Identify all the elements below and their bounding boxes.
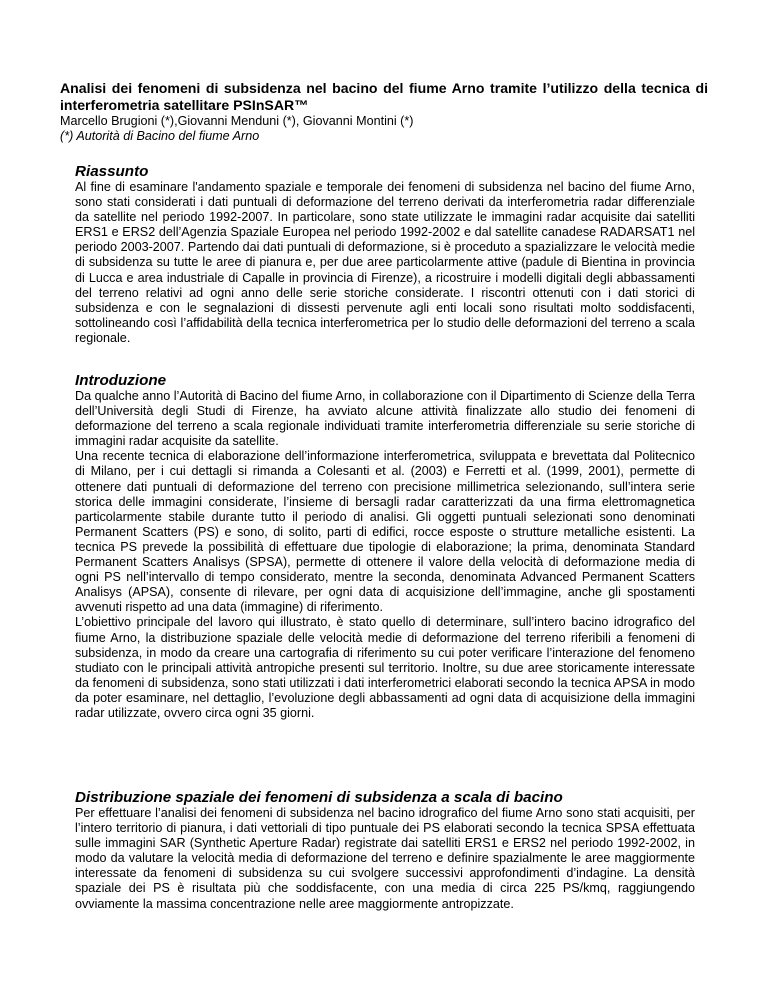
section-riassunto <box>75 163 695 346</box>
paragraph: Al fine di esaminare l'andamento spaziale e temporale dei fenomeni di subsidenza nel bacino del fiume Arno, sono stati considerati i dati puntuali di deformazione del terreno derivati da interferometria radar differenziale da satellite nel periodo 1992-2007. In particolare, sono state utilizzate le immagini radar acquisite dai satelliti ERS1 e ERS2 dell’Agenzia Spaziale Europea nel periodo 1992-2002 e dal satellite canadese RADARSAT1 nel periodo 2003-2007. Partendo dai dati puntuali di deformazione, si è proceduto a spazializzare le velocità medie di subsidenza su tutte le aree di pianura e, per due aree particolarmente attive (padule di Bientina in provincia di Lucca e area industriale di Capalle in provincia di Firenze), a ricostruire i modelli digitali degli abbassamenti del terreno relativi ad ogni anno delle serie storiche considerate. I riscontri ottenuti con i dati storici di subsidenza e con le segnalazioni di dissesti pervenute agli enti locali sono risultati molto soddisfacenti, sottolineando così l’affidabilità della tecnica interferometrica per lo studio delle deformazioni del terreno a scala regionale. <box>75 180 695 345</box>
paragraph: Per effettuare l’analisi dei fenomeni di subsidenza nel bacino idrografico del fiume Arno sono stati acquisiti, per l’intero territorio di pianura, i dati vettoriali di tipo puntuale dei PS elaborati secondo la tecnica SPSA effettuata sulle immagini SAR (Synthetic Aperture Radar) registrate dai satelliti ERS1 e ERS2 nel periodo 1992-2002, in modo da valutare la velocità media di deformazione del terreno e definire spazialmente le aree maggiormente interessate da fenomeni di subsidenza su cui svolgere successivi approfondimenti d’indagine. La densità spaziale dei PS è risultata più che soddisfacente, con una media di circa 225 PS/kmq, raggiungendo ovviamente la massima concentrazione nelle aree maggiormente antropizzate. <box>75 806 695 911</box>
paragraph: Da qualche anno l’Autorità di Bacino del fiume Arno, in collaborazione con il Dipartimento di Scienze della Terra dell’Università degli Studi di Firenze, ha avviato alcune attività finalizzate allo studio dei fenomeni di deformazione del terreno a scala regionale individuati tramite interferometria differenziale su serie storiche di immagini radar acquisite da satellite. <box>75 389 696 449</box>
paper-title: Analisi dei fenomeni di subsidenza nel bacino del fiume Arno tramite l’utilizzo della tecnica di interferometria satellitare PSInSAR™ <box>60 80 708 113</box>
paragraph: Una recente tecnica di elaborazione dell’informazione interferometrica, sviluppata e brevettata dal Politecnico di Milano, per i cui dettagli si rimanda a Colesanti et al. (2003) e Ferretti et al. (1999, 2001), permette di ottenere dati puntuali di deformazione del terreno con precisione millimetrica selezionando, sull’intera serie storica delle immagini considerate, l’insieme di bersagli radar caratterizzati da una firma elettromagnetica particolarmente stabile durante tutto il periodo di analisi. Gli oggetti puntuali selezionati sono denominati Permanent Scatters (PS) e sono, di solito, parti di edifici, rocce esposte o strutture metalliche esistenti. La tecnica PS prevede la possibilità di effettuare due tipologie di elaborazione; la prima, denominata Standard Permanent Scatters Analisys (SPSA), permette di ottenere il valore della velocità di deformazione media di ogni PS nell’intervallo di tempo considerato, mentre la seconda, denominata Advanced Permanent Scatters Analisys (APSA), consente di rilevare, per ogni data di acquisizione dell’immagine, anche gli spostamenti avvenuti rispetto ad una data (immagine) di riferimento. <box>75 449 695 615</box>
paper-header <box>60 80 708 144</box>
section-heading-introduzione: Introduzione <box>75 372 167 389</box>
section-heading-riassunto: Riassunto <box>75 163 149 180</box>
paper-affiliation: (*) Autorità di Bacino del fiume Arno <box>60 129 260 143</box>
section-heading-distribuzione: Distribuzione spaziale dei fenomeni di subsidenza a scala di bacino <box>75 789 563 806</box>
paper-authors: Marcello Brugioni (*),Giovanni Menduni (*), Giovanni Montini (*) <box>60 114 414 128</box>
section-distribuzione <box>75 789 695 912</box>
section-introduzione <box>75 372 695 721</box>
paragraph: L’obiettivo principale del lavoro qui illustrato, è stato quello di determinare, sull’intero bacino idrografico del fiume Arno, la distribuzione spaziale delle velocità medie di deformazione del terreno riferibili a fenomeni di subsidenza, in modo da creare una cartografia di riferimento su cui poter verificare l’interazione del fenomeno studiato con le principali attività antropiche presenti sul territorio. Inoltre, su due aree storicamente interessate da fenomeni di subsidenza, sono stati utilizzati i dati interferometrici elaborati secondo la tecnica APSA in modo da poter esaminare, nel dettaglio, l’evoluzione degli abbassamenti ad ogni data di acquisizione della immagini radar utilizzate, ovvero circa ogni 35 giorni. <box>75 615 695 720</box>
